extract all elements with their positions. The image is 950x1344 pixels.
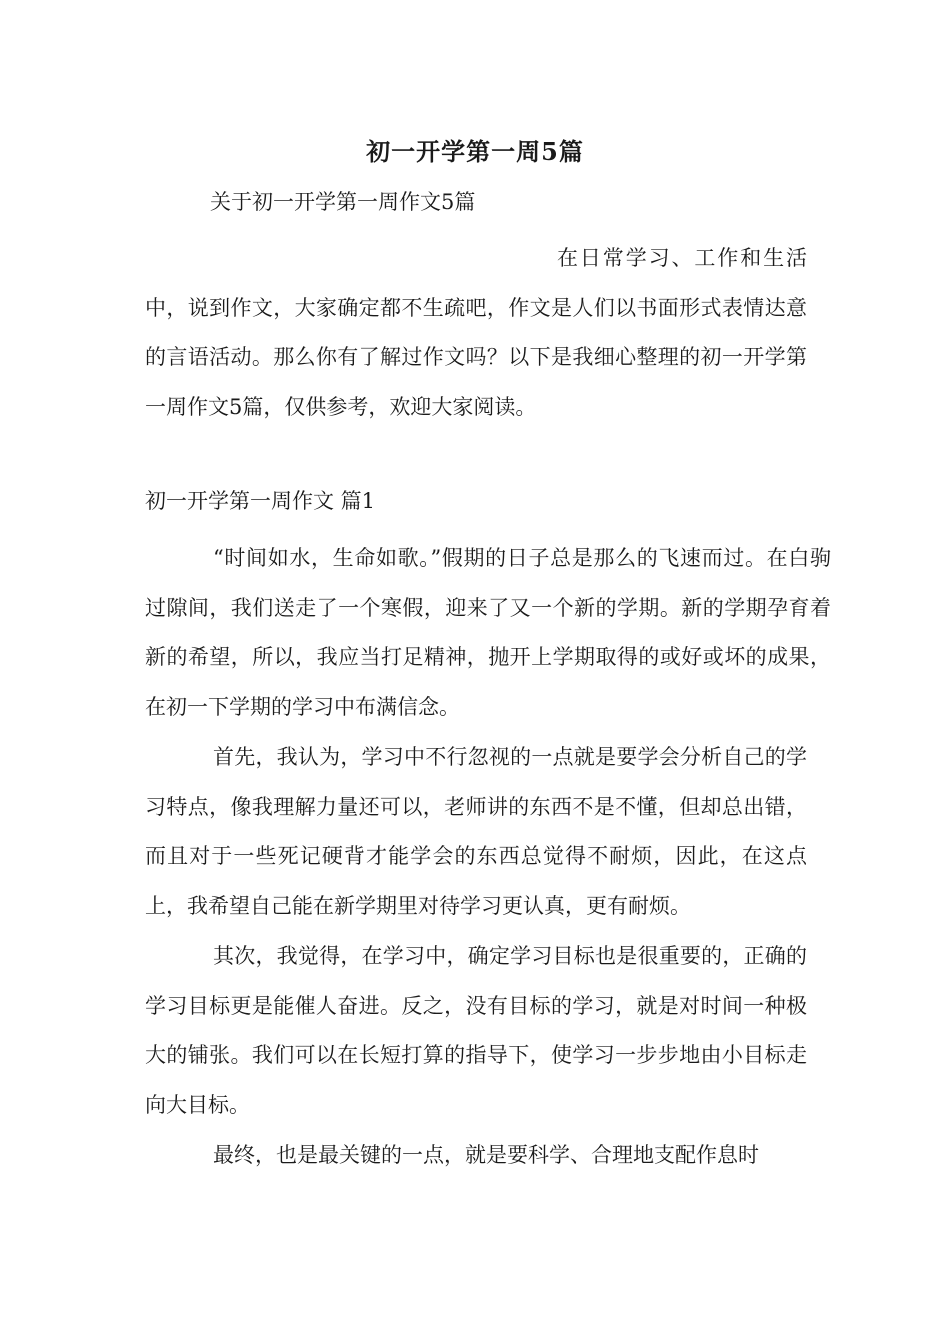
essay-paragraph-1: “时间如水，生命如歌。”假期的日子总是那么的飞速而过。在白驹过隙间，我们送走了一个寒假，迎来了又一个新的学期。新的学期孕育着新的希望，所以，我应当打足精神，抛开上学期取得的或好或坏的成果，在初一下学期的学习中布满信念。	[145, 546, 831, 719]
document-subtitle: 关于初一开学第一周作文5篇	[210, 190, 476, 214]
essay-body	[145, 534, 831, 1182]
intro-paragraph: 在日常学习、工作和生活中，说到作文，大家确定都不生疏吧，作文是人们以书面形式表情达意的言语活动。那么你有了解过作文吗？以下是我细心整理的初一开学第一周作文5篇，仅供参考，欢迎大家阅读。	[145, 246, 807, 419]
essay-paragraph-4: 最终，也是最关键的一点，就是要科学、合理地支配作息时	[213, 1143, 759, 1167]
document-title: 初一开学第一周5篇	[366, 137, 584, 166]
essay-paragraph-3: 其次，我觉得，在学习中，确定学习目标也是很重要的，正确的学习目标更是能催人奋进。反之，没有目标的学习，就是对时间一种极大的铺张。我们可以在长短打算的指导下，使学习一步步地由小目标走向大目标。	[145, 944, 807, 1117]
essay-paragraph-2: 首先，我认为，学习中不行忽视的一点就是要学会分析自己的学习特点，像我理解力量还可以，老师讲的东西不是不懂，但却总出错，而且对于一些死记硬背才能学会的东西总觉得不耐烦，因此，在这点上，我希望自己能在新学期里对待学习更认真，更有耐烦。	[145, 745, 807, 918]
section-heading: 初一开学第一周作文 篇1	[145, 489, 376, 513]
